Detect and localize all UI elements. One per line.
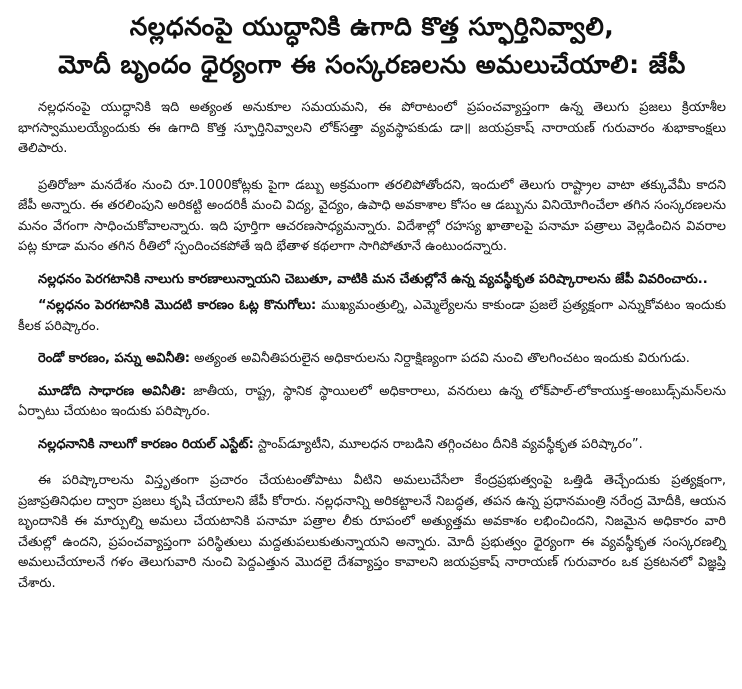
headline-line-1: నల్లధనంపై యుద్ధానికి ఉగాది కొత్త స్ఫూర్తినివ్వాలి, — [129, 12, 615, 41]
reason-1-text: ముఖ్యమంత్రుల్ని, ఎమ్మెల్యేలను కాకుండా ప్రజలే ప్రత్యక్షంగా ఎన్నుకోవటం ఇందుకు కీలక పరిష్కారం. — [18, 298, 726, 334]
headline-line-2: మోదీ బృందం ధైర్యంగా ఈ సంస్కరణలను అమలుచేయాలి: జేపీ — [58, 50, 686, 79]
reason-1-lead: “నల్లధనం పెరగటానికి మొదటి కారణం ఓట్ల కొనుగోలు: — [38, 298, 317, 313]
paragraph-2: ప్రతిరోజూ మనదేశం నుంచి రూ.1000కోట్లకు పైగా డబ్బు అక్రమంగా తరలిపోతోందని, ఇందులో తెలుగు రాష్ట్రాల వాటా తక్కువేమీ కాదని జేపీ అన్నారు. ఈ తరలింపుని అరికట్టి అందరికీ మంచి విద్య, వైద్యం, ఉపాధి అవకాశాల కోసం ఆ డబ్బును వినియోగించేలా తగిన సంస్కరణలను మనం వేగంగా సాధించుకోవాలన్నారు. ఇది పూర్తిగా ఆచరణసాధ్యమన్నారు. విదేశాల్లో రహస్య ఖాతాలపై పనామా పత్రాలు వెల్లడించిన వివరాల పట్ల కూడా మనం తగిన రీతిలో స్పందించకపోతే ఇది భేతాళ కథలాగా సాగిపోతూనే ఉంటుందన్నారు. — [18, 177, 726, 254]
reason-2 — [18, 349, 726, 370]
reason-2-text: అత్యంత అవినీతిపరులైన అధికారులను నిర్దాక్షిణ్యంగా పదవి నుంచి తొలగించటం ఇందుకు విరుగుడు. — [189, 351, 690, 366]
paragraph-closing: ఈ పరిష్కారాలను విస్తృతంగా ప్రచారం చేయటంతోపాటు వీటిని అమలుచేసేలా కేంద్రప్రభుత్వంపై ఒత్తిడి తెచ్చేందుకు ప్రత్యక్షంగా, ప్రజాప్రతినిధుల ద్వారా ప్రజలు కృషి చేయాలని జేపీ కోరారు. నల్లధనాన్ని అరికట్టాలనే నిబద్ధత, తపన ఉన్న ప్రధానమంత్రి నరేంద్ర మోదీకి, ఆయన బృందానికి ఈ మార్పుల్ని అమలు చేయటానికి పనామా పత్రాల లీకు రూపంలో అత్యుత్తమ అవకాశం లభించిందని, నిజమైన అధికారం వారి చేతుల్లో ఉందని, ప్రపంచవ్యాప్తంగా పరిస్థితులు మద్దతుపలుకుతున్నాయని అన్నారు. మోదీ ప్రభుత్వం ధైర్యంగా ఈ వ్యవస్థీకృత సంస్కరణల్ని అమలుచేయాలనే గళం తెలుగువారి నుంచి పెద్దఎత్తున మొదలై దేశవ్యాప్తం కావాలని జయప్రకాష్ నారాయణ్ గురువారం ఒక ప్రకటనలో విజ్ఞప్తి చేశారు. — [18, 473, 726, 591]
reason-3 — [18, 382, 726, 423]
reason-3-lead: మూడోది సాధారణ అవినీతి: — [38, 383, 186, 399]
paragraph-3: నల్లధనం పెరగటానికి నాలుగు కారణాలున్నాయని చెబుతూ, వాటికి మన చేతుల్లోనే ఉన్న వ్యవస్థీకృత పరిష్కారాలను జేపీ వివరించారు.. — [38, 271, 708, 287]
reason-4-text: స్టాంప్‌డ్యూటీని, మూలధన రాబడిని తగ్గించటం దీనికి వ్యవస్థీకృత పరిష్కారం”. — [253, 436, 643, 452]
reason-4 — [18, 435, 726, 456]
reason-2-lead: రెండో కారణం, పన్ను అవినీతి: — [38, 351, 190, 366]
reason-4-lead: నల్లధనానికి నాలుగో కారణం రియల్ ఎస్టేట్: — [38, 436, 254, 452]
reason-1 — [18, 296, 726, 337]
reason-3-text: జాతీయ, రాష్ట్ర, స్థానిక స్థాయిలలో అధికారాలు, వనరులు ఉన్న లోక్‌పాల్-లోకాయుక్త-అంబుడ్స్‌మన్‌లను ఏర్పాటు చేయటం ఇందుకు పరిష్కారం. — [18, 383, 726, 419]
article-headline — [18, 8, 726, 84]
paragraph-1: నల్లధనంపై యుద్ధానికి ఇది అత్యంత అనుకూల సమయమని, ఈ పోరాటంలో ప్రపంచవ్యాప్తంగా ఉన్న తెలుగు ప్రజలు క్రియాశీల భాగస్వాములయ్యేందుకు ఈ ఉగాది కొత్త స్ఫూర్తినివ్వాలని లోక్‌సత్తా వ్యవస్థాపకుడు డా॥ జయప్రకాష్ నారాయణ్ గురువారం శుభాకాంక్షలు తెలిపారు. — [18, 100, 726, 156]
